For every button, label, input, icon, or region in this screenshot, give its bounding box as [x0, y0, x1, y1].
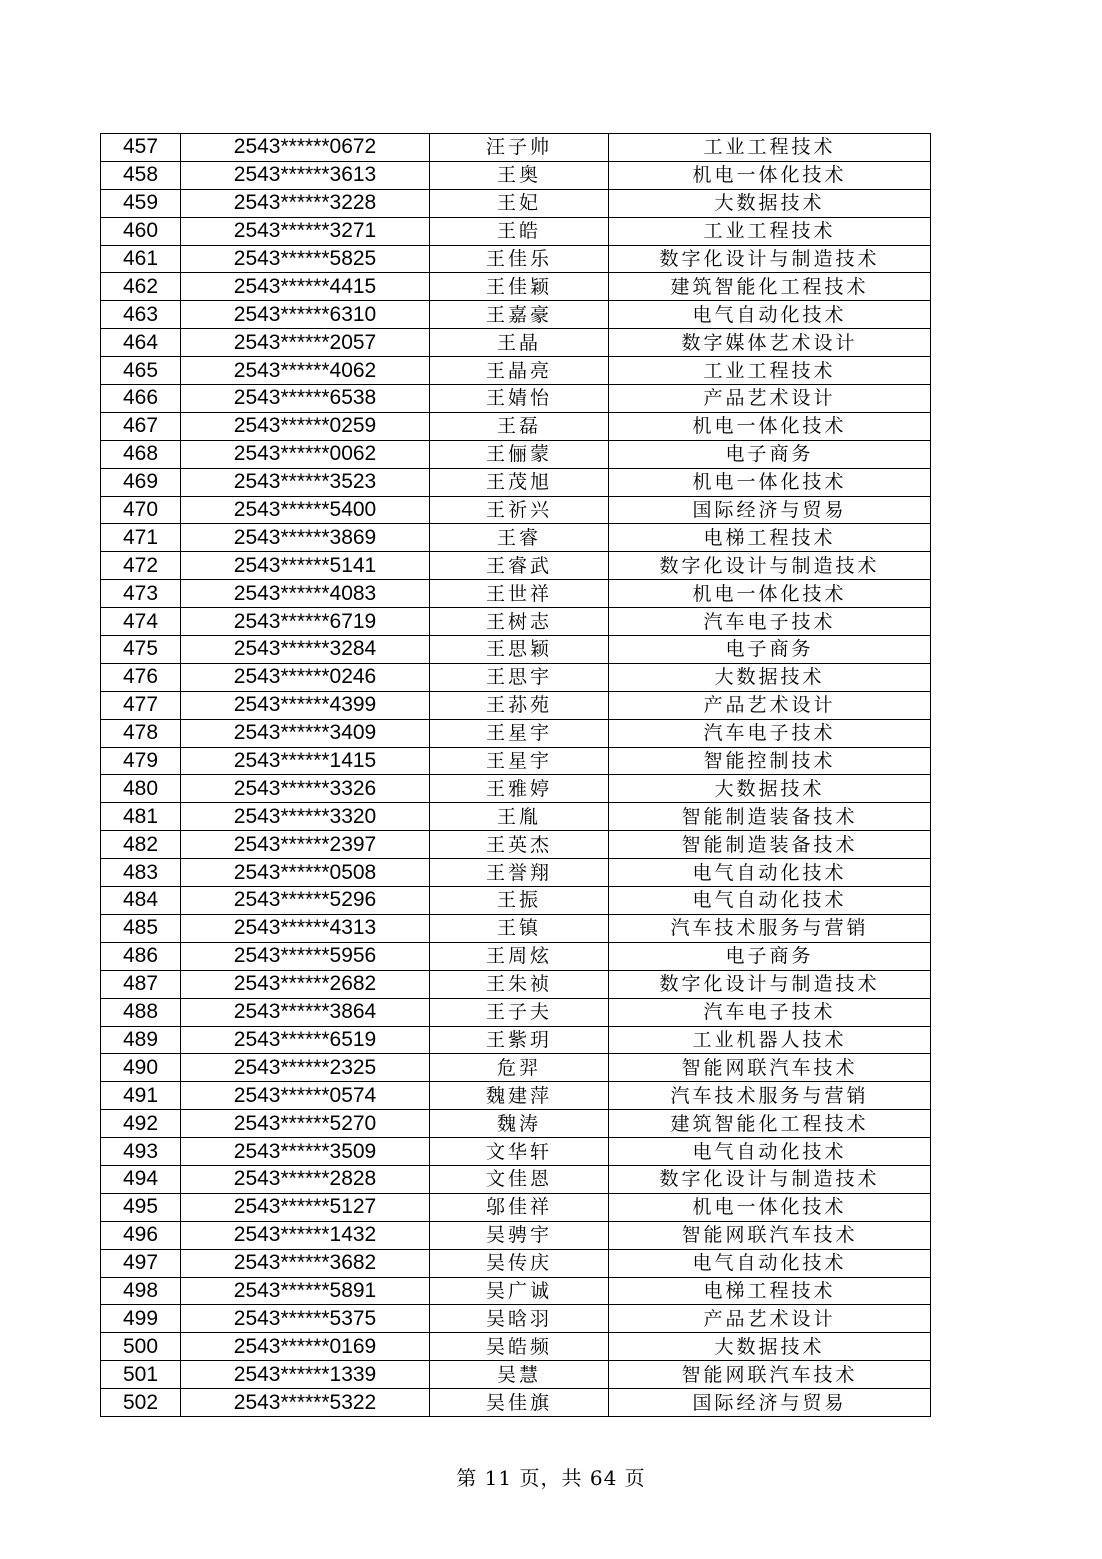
table-row: [101, 1221, 931, 1249]
table-row: [101, 719, 931, 747]
row-name-cell: 王俪蒙: [430, 440, 609, 468]
table-row: [101, 1165, 931, 1193]
table-row: [101, 301, 931, 329]
row-id-cell: 2543******3271: [181, 217, 430, 245]
row-seq-cell: 490: [101, 1054, 181, 1082]
table-row: [101, 942, 931, 970]
row-id-cell: 2543******1339: [181, 1361, 430, 1389]
row-name-cell: 王荪苑: [430, 691, 609, 719]
row-major-cell: 汽车电子技术: [609, 608, 931, 636]
row-major-cell: 电气自动化技术: [609, 887, 931, 915]
table-row: [101, 134, 931, 162]
row-name-cell: 王婧怡: [430, 385, 609, 413]
row-name-cell: 文华轩: [430, 1138, 609, 1166]
table-row: [101, 1277, 931, 1305]
row-major-cell: 汽车技术服务与营销: [609, 1082, 931, 1110]
row-name-cell: 王英杰: [430, 831, 609, 859]
table-row: [101, 1361, 931, 1389]
row-major-cell: 电气自动化技术: [609, 301, 931, 329]
table-row: [101, 1305, 931, 1333]
row-seq-cell: 480: [101, 775, 181, 803]
row-seq-cell: 476: [101, 663, 181, 691]
row-id-cell: 2543******0574: [181, 1082, 430, 1110]
table-row: [101, 1193, 931, 1221]
row-name-cell: 王誉翔: [430, 859, 609, 887]
row-name-cell: 王紫玥: [430, 1026, 609, 1054]
row-major-cell: 智能控制技术: [609, 747, 931, 775]
row-seq-cell: 502: [101, 1389, 181, 1417]
row-seq-cell: 472: [101, 552, 181, 580]
row-name-cell: 魏涛: [430, 1110, 609, 1138]
row-seq-cell: 478: [101, 719, 181, 747]
row-name-cell: 王世祥: [430, 580, 609, 608]
row-seq-cell: 461: [101, 245, 181, 273]
row-major-cell: 数字化设计与制造技术: [609, 1165, 931, 1193]
row-name-cell: 文佳恩: [430, 1165, 609, 1193]
row-name-cell: 王睿: [430, 524, 609, 552]
row-major-cell: 汽车电子技术: [609, 998, 931, 1026]
row-name-cell: 王思颖: [430, 636, 609, 664]
row-seq-cell: 462: [101, 273, 181, 301]
row-major-cell: 大数据技术: [609, 775, 931, 803]
row-id-cell: 2543******6538: [181, 385, 430, 413]
row-name-cell: 王嘉豪: [430, 301, 609, 329]
table-row: [101, 385, 931, 413]
row-seq-cell: 479: [101, 747, 181, 775]
row-major-cell: 智能网联汽车技术: [609, 1361, 931, 1389]
row-major-cell: 智能制造装备技术: [609, 831, 931, 859]
row-seq-cell: 475: [101, 636, 181, 664]
table-row: [101, 496, 931, 524]
row-id-cell: 2543******5375: [181, 1305, 430, 1333]
row-id-cell: 2543******2828: [181, 1165, 430, 1193]
row-name-cell: 王晶亮: [430, 357, 609, 385]
row-seq-cell: 483: [101, 859, 181, 887]
row-major-cell: 国际经济与贸易: [609, 496, 931, 524]
row-name-cell: 王祈兴: [430, 496, 609, 524]
row-major-cell: 建筑智能化工程技术: [609, 1110, 931, 1138]
row-seq-cell: 469: [101, 468, 181, 496]
row-id-cell: 2543******0259: [181, 412, 430, 440]
row-seq-cell: 477: [101, 691, 181, 719]
row-major-cell: 产品艺术设计: [609, 1305, 931, 1333]
row-major-cell: 工业机器人技术: [609, 1026, 931, 1054]
row-major-cell: 大数据技术: [609, 189, 931, 217]
row-major-cell: 产品艺术设计: [609, 385, 931, 413]
row-major-cell: 电气自动化技术: [609, 859, 931, 887]
row-name-cell: 吴慧: [430, 1361, 609, 1389]
row-seq-cell: 501: [101, 1361, 181, 1389]
table-row: [101, 412, 931, 440]
row-name-cell: 王晶: [430, 329, 609, 357]
row-major-cell: 电子商务: [609, 440, 931, 468]
row-seq-cell: 473: [101, 580, 181, 608]
table-row: [101, 580, 931, 608]
table-row: [101, 1333, 931, 1361]
table-row: [101, 440, 931, 468]
table-row: [101, 524, 931, 552]
row-id-cell: 2543******5956: [181, 942, 430, 970]
row-id-cell: 2543******5400: [181, 496, 430, 524]
row-major-cell: 机电一体化技术: [609, 161, 931, 189]
row-seq-cell: 466: [101, 385, 181, 413]
row-name-cell: 魏建萍: [430, 1082, 609, 1110]
row-major-cell: 数字化设计与制造技术: [609, 245, 931, 273]
row-id-cell: 2543******5127: [181, 1193, 430, 1221]
row-name-cell: 吴晗羽: [430, 1305, 609, 1333]
row-major-cell: 数字化设计与制造技术: [609, 552, 931, 580]
table-row: [101, 468, 931, 496]
table-row: [101, 1110, 931, 1138]
row-major-cell: 大数据技术: [609, 1333, 931, 1361]
table-row: [101, 775, 931, 803]
row-major-cell: 智能网联汽车技术: [609, 1054, 931, 1082]
table-row: [101, 970, 931, 998]
row-seq-cell: 484: [101, 887, 181, 915]
row-id-cell: 2543******5825: [181, 245, 430, 273]
row-name-cell: 王佳颖: [430, 273, 609, 301]
row-id-cell: 2543******3523: [181, 468, 430, 496]
table-row: [101, 691, 931, 719]
row-major-cell: 机电一体化技术: [609, 1193, 931, 1221]
row-major-cell: 工业工程技术: [609, 134, 931, 162]
row-id-cell: 2543******2397: [181, 831, 430, 859]
row-seq-cell: 492: [101, 1110, 181, 1138]
table-body: [101, 134, 931, 1417]
table-row: [101, 1249, 931, 1277]
table-row: [101, 636, 931, 664]
row-name-cell: 王雅婷: [430, 775, 609, 803]
row-seq-cell: 470: [101, 496, 181, 524]
row-seq-cell: 498: [101, 1277, 181, 1305]
row-major-cell: 电梯工程技术: [609, 1277, 931, 1305]
row-major-cell: 建筑智能化工程技术: [609, 273, 931, 301]
row-seq-cell: 497: [101, 1249, 181, 1277]
row-id-cell: 2543******5270: [181, 1110, 430, 1138]
table-row: [101, 998, 931, 1026]
row-id-cell: 2543******4399: [181, 691, 430, 719]
row-seq-cell: 459: [101, 189, 181, 217]
row-seq-cell: 500: [101, 1333, 181, 1361]
row-seq-cell: 485: [101, 914, 181, 942]
row-seq-cell: 460: [101, 217, 181, 245]
row-name-cell: 王周炫: [430, 942, 609, 970]
row-id-cell: 2543******3228: [181, 189, 430, 217]
row-seq-cell: 491: [101, 1082, 181, 1110]
row-major-cell: 机电一体化技术: [609, 412, 931, 440]
table-row: [101, 747, 931, 775]
table-row: [101, 1082, 931, 1110]
row-id-cell: 2543******0062: [181, 440, 430, 468]
table-row: [101, 1138, 931, 1166]
row-id-cell: 2543******4062: [181, 357, 430, 385]
row-major-cell: 电子商务: [609, 636, 931, 664]
row-major-cell: 汽车技术服务与营销: [609, 914, 931, 942]
row-major-cell: 电气自动化技术: [609, 1138, 931, 1166]
row-seq-cell: 468: [101, 440, 181, 468]
row-name-cell: 王思宇: [430, 663, 609, 691]
row-id-cell: 2543******3509: [181, 1138, 430, 1166]
table-row: [101, 1389, 931, 1417]
row-name-cell: 王朱祯: [430, 970, 609, 998]
row-id-cell: 2543******4083: [181, 580, 430, 608]
row-seq-cell: 489: [101, 1026, 181, 1054]
row-major-cell: 机电一体化技术: [609, 468, 931, 496]
row-id-cell: 2543******5891: [181, 1277, 430, 1305]
row-name-cell: 吴皓频: [430, 1333, 609, 1361]
row-seq-cell: 474: [101, 608, 181, 636]
row-id-cell: 2543******3869: [181, 524, 430, 552]
table-row: [101, 552, 931, 580]
row-name-cell: 汪子帅: [430, 134, 609, 162]
table-row: [101, 357, 931, 385]
row-major-cell: 电气自动化技术: [609, 1249, 931, 1277]
row-seq-cell: 494: [101, 1165, 181, 1193]
table-row: [101, 1026, 931, 1054]
row-id-cell: 2543******3409: [181, 719, 430, 747]
row-seq-cell: 458: [101, 161, 181, 189]
row-seq-cell: 464: [101, 329, 181, 357]
row-name-cell: 王胤: [430, 803, 609, 831]
row-seq-cell: 495: [101, 1193, 181, 1221]
table-row: [101, 831, 931, 859]
table-row: [101, 217, 931, 245]
row-major-cell: 数字媒体艺术设计: [609, 329, 931, 357]
row-id-cell: 2543******1432: [181, 1221, 430, 1249]
row-name-cell: 王奥: [430, 161, 609, 189]
row-name-cell: 王树志: [430, 608, 609, 636]
row-id-cell: 2543******2057: [181, 329, 430, 357]
row-name-cell: 王磊: [430, 412, 609, 440]
row-seq-cell: 471: [101, 524, 181, 552]
row-major-cell: 电梯工程技术: [609, 524, 931, 552]
row-id-cell: 2543******3864: [181, 998, 430, 1026]
row-name-cell: 吴佳旗: [430, 1389, 609, 1417]
row-seq-cell: 465: [101, 357, 181, 385]
table-row: [101, 245, 931, 273]
row-id-cell: 2543******6519: [181, 1026, 430, 1054]
table-row: [101, 887, 931, 915]
row-major-cell: 工业工程技术: [609, 357, 931, 385]
row-name-cell: 吴传庆: [430, 1249, 609, 1277]
row-major-cell: 数字化设计与制造技术: [609, 970, 931, 998]
row-id-cell: 2543******4313: [181, 914, 430, 942]
row-seq-cell: 482: [101, 831, 181, 859]
row-id-cell: 2543******3284: [181, 636, 430, 664]
table-row: [101, 273, 931, 301]
row-seq-cell: 481: [101, 803, 181, 831]
row-major-cell: 机电一体化技术: [609, 580, 931, 608]
row-major-cell: 大数据技术: [609, 663, 931, 691]
row-seq-cell: 457: [101, 134, 181, 162]
table-row: [101, 803, 931, 831]
row-name-cell: 王佳乐: [430, 245, 609, 273]
page-footer: 第 11 页，共 64 页: [456, 1466, 646, 1490]
table-row: [101, 663, 931, 691]
row-id-cell: 2543******4415: [181, 273, 430, 301]
row-seq-cell: 487: [101, 970, 181, 998]
row-id-cell: 2543******0169: [181, 1333, 430, 1361]
row-id-cell: 2543******5322: [181, 1389, 430, 1417]
row-name-cell: 危羿: [430, 1054, 609, 1082]
row-major-cell: 国际经济与贸易: [609, 1389, 931, 1417]
row-id-cell: 2543******0672: [181, 134, 430, 162]
table-row: [101, 161, 931, 189]
row-major-cell: 智能网联汽车技术: [609, 1221, 931, 1249]
row-seq-cell: 488: [101, 998, 181, 1026]
row-major-cell: 汽车电子技术: [609, 719, 931, 747]
row-name-cell: 王睿武: [430, 552, 609, 580]
row-name-cell: 王茂旭: [430, 468, 609, 496]
row-id-cell: 2543******2325: [181, 1054, 430, 1082]
row-seq-cell: 493: [101, 1138, 181, 1166]
table-row: [101, 608, 931, 636]
table-row: [101, 189, 931, 217]
row-name-cell: 王星宇: [430, 719, 609, 747]
row-id-cell: 2543******3613: [181, 161, 430, 189]
row-id-cell: 2543******3682: [181, 1249, 430, 1277]
row-id-cell: 2543******5296: [181, 887, 430, 915]
row-name-cell: 吴骋宇: [430, 1221, 609, 1249]
table-row: [101, 1054, 931, 1082]
row-seq-cell: 467: [101, 412, 181, 440]
row-id-cell: 2543******6719: [181, 608, 430, 636]
row-major-cell: 产品艺术设计: [609, 691, 931, 719]
row-id-cell: 2543******0246: [181, 663, 430, 691]
row-name-cell: 王妃: [430, 189, 609, 217]
row-name-cell: 吴广诚: [430, 1277, 609, 1305]
row-name-cell: 王镇: [430, 914, 609, 942]
row-id-cell: 2543******3320: [181, 803, 430, 831]
row-id-cell: 2543******5141: [181, 552, 430, 580]
row-seq-cell: 463: [101, 301, 181, 329]
row-seq-cell: 499: [101, 1305, 181, 1333]
row-id-cell: 2543******2682: [181, 970, 430, 998]
row-seq-cell: 486: [101, 942, 181, 970]
row-name-cell: 王振: [430, 887, 609, 915]
row-major-cell: 电子商务: [609, 942, 931, 970]
table-row: [101, 329, 931, 357]
row-id-cell: 2543******0508: [181, 859, 430, 887]
row-name-cell: 王星宇: [430, 747, 609, 775]
row-major-cell: 工业工程技术: [609, 217, 931, 245]
row-seq-cell: 496: [101, 1221, 181, 1249]
row-id-cell: 2543******3326: [181, 775, 430, 803]
row-name-cell: 王皓: [430, 217, 609, 245]
table-row: [101, 914, 931, 942]
row-name-cell: 王子夫: [430, 998, 609, 1026]
student-list-table: [100, 133, 931, 1417]
row-id-cell: 2543******1415: [181, 747, 430, 775]
table-row: [101, 859, 931, 887]
row-major-cell: 智能制造装备技术: [609, 803, 931, 831]
row-id-cell: 2543******6310: [181, 301, 430, 329]
row-name-cell: 邬佳祥: [430, 1193, 609, 1221]
